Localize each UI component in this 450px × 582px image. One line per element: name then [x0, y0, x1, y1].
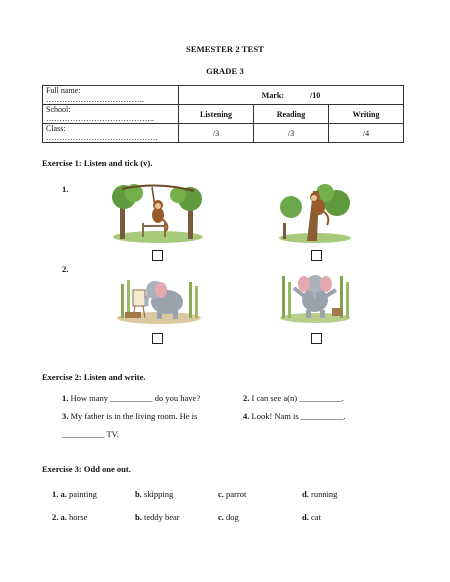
test-title: SEMESTER 2 TEST [186, 44, 264, 54]
exercise3-row-1-c [218, 489, 246, 499]
exercise2-q1-number: 1. [62, 393, 69, 403]
exercise1-q1-number: 1. [62, 184, 69, 194]
listening-header: Listening [179, 105, 254, 124]
option-b-label: b. [135, 489, 142, 499]
student-info-table [42, 85, 404, 143]
option-c-label: c. [218, 489, 224, 499]
grade-title: GRADE 3 [206, 66, 244, 76]
option-a[interactable]: painting [69, 489, 97, 499]
exercise3-row-1-b [135, 489, 173, 499]
school-field[interactable]: School: ………………………………….. [43, 105, 179, 124]
option-d-label: d. [302, 489, 309, 499]
exercise3-row-2-c [218, 512, 239, 522]
exercise3-row-2 [52, 512, 87, 522]
exercise2-q3-number: 3. [62, 411, 69, 421]
writing-score: /4 [329, 124, 404, 143]
exercise2-q1-text[interactable]: How many __________ do you have? [70, 393, 201, 403]
reading-score: /3 [254, 124, 329, 143]
exercise2-q3 [62, 411, 197, 421]
exercise1-q2-number: 2. [62, 264, 69, 274]
exercise2-q2-text[interactable]: I can see a(n) __________. [251, 393, 344, 403]
exercise2-title: Exercise 2: Listen and write. [42, 372, 146, 382]
elephant-drawing-picture [115, 268, 203, 324]
monkey-climbing-tree-picture [277, 183, 353, 243]
option-d[interactable]: cat [310, 512, 321, 522]
exercise2-q2 [243, 393, 344, 403]
writing-header: Writing [329, 105, 404, 124]
mark-label: Mark: [261, 90, 284, 100]
row-number: 1. [52, 489, 59, 499]
option-b[interactable]: skipping [143, 489, 174, 499]
option-b-label: b. [135, 512, 142, 522]
option-b[interactable]: teddy bear [143, 512, 180, 522]
exercise3-title: Exercise 3: Odd one out. [42, 464, 131, 474]
exercise2-q4 [243, 411, 345, 421]
exercise3-row-1 [52, 489, 97, 499]
tick-box-1a[interactable] [152, 250, 163, 261]
option-c[interactable]: dog [226, 512, 239, 522]
exercise3-row-1-d [302, 489, 337, 499]
tick-box-2b[interactable] [311, 333, 322, 344]
exercise2-q3-text: My father is in the living room. He is [70, 411, 198, 421]
option-a[interactable]: horse [69, 512, 88, 522]
monkey-swinging-picture [112, 183, 204, 243]
mark-total: /10 [309, 90, 321, 100]
listening-score: /3 [179, 124, 254, 143]
tick-box-2a[interactable] [152, 333, 163, 344]
reading-header: Reading [254, 105, 329, 124]
class-field[interactable]: Class: …………………………………… [43, 124, 179, 143]
exercise2-q1 [62, 393, 200, 403]
option-c-label: c. [218, 512, 224, 522]
row-number: 2. [52, 512, 59, 522]
option-c[interactable]: parrot [226, 489, 247, 499]
exercise2-q2-number: 2. [243, 393, 250, 403]
mark-cell [179, 86, 404, 105]
option-d[interactable]: running [310, 489, 338, 499]
full-name-field[interactable]: Full name: ………………………………. [43, 86, 179, 105]
exercise1-title: Exercise 1: Listen and tick (v). [42, 158, 153, 168]
exercise2-q4-text[interactable]: Look! Nam is __________. [251, 411, 346, 421]
elephant-dancing-picture [278, 266, 352, 324]
exercise3-row-2-d [302, 512, 321, 522]
exercise3-row-2-b [135, 512, 180, 522]
tick-box-1b[interactable] [311, 250, 322, 261]
exercise2-q4-number: 4. [243, 411, 250, 421]
option-a-label: a. [60, 512, 67, 522]
exercise2-q3-continuation[interactable]: __________ TV. [62, 429, 119, 439]
option-a-label: a. [60, 489, 67, 499]
option-d-label: d. [302, 512, 309, 522]
